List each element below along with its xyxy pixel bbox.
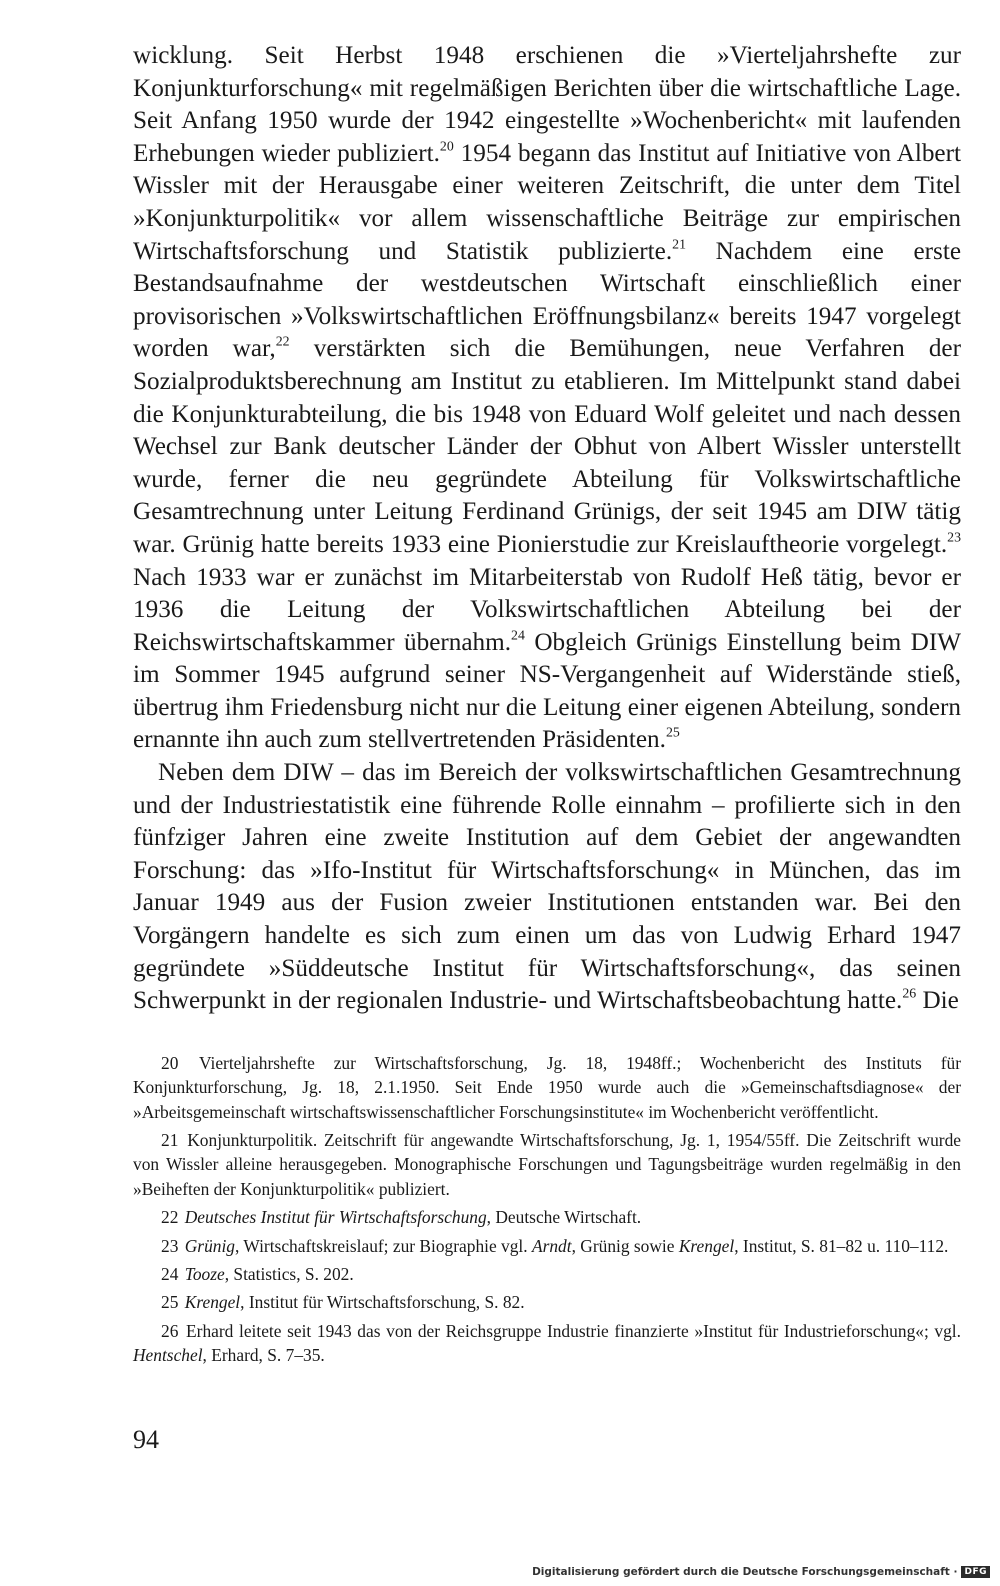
footnote-24 xyxy=(133,1262,961,1286)
footnote-number: 24 xyxy=(161,1264,179,1285)
footnote-number: 25 xyxy=(161,1292,179,1313)
text-run: Neben dem DIW – das im Bereich der volkswirtschaftlichen Gesamtrechnung und der Industriestatistik eine führende Rolle einnahm – profilierte sich in den fünfziger Jahren eine zweite Institution auf dem Gebiet der angewandten Forschung: das »Ifo-Institut für Wirtschaftsforschung« in München, das im Januar 1949 aus der Fusion zweier Institutionen entstanden war. Bei den Vorgängern handelte es sich zum einen um das von Ludwig Erhard 1947 gegründete »Süddeutsche Institut für Wirtschaftsforschung«, das seinen Schwerpunkt in der regionalen Industrie- und Wirtschaftsbeobachtung hatte. xyxy=(133,759,961,1015)
text-run: Nach 1933 war er zunächst im Mitarbeiterstab von Rudolf Heß tätig, bevor er 1936 die Leitung der Volkswirtschaftlichen Abteilung bei der Reichswirtschaftskammer übernahm. xyxy=(133,563,961,656)
dfg-logo-icon: DFG xyxy=(961,1566,990,1578)
footnote-25 xyxy=(133,1290,961,1314)
digitization-credit xyxy=(532,1566,990,1578)
paragraph xyxy=(133,40,961,757)
paragraph xyxy=(133,757,961,1018)
footnote-21 xyxy=(133,1128,961,1201)
footnotes xyxy=(133,1051,961,1368)
footnote-ref[interactable]: 21 xyxy=(672,236,687,252)
author-name: Deutsches Institut für Wirtschaftsforschung xyxy=(184,1207,487,1228)
footnote-text: , Wirtschaftskreislauf; zur Biographie vgl. xyxy=(235,1235,532,1256)
author-name: Arndt xyxy=(531,1235,572,1256)
footnote-text: , Institut, S. 81–82 u. 110–112. xyxy=(734,1235,949,1256)
footnote-number: 20 xyxy=(161,1052,179,1073)
author-name: Krengel xyxy=(678,1235,735,1256)
footnote-number: 21 xyxy=(161,1130,179,1151)
page-content xyxy=(133,40,961,1368)
footnote-text: Vierteljahrshefte zur Wirtschaftsforschung, Jg. 18, 1948ff.; Wochenbericht des Instituts für Konjunkturforschung, Jg. 18, 2.1.1950. Seit Ende 1950 wurde auch die »Gemeinschaftsdiagnose« der »Arbeitsgemeinschaft wirtschaftswissenschaftlicher Forschungsinstitute« im Wochenbericht veröffentlicht. xyxy=(133,1052,961,1122)
footnote-text: , Institut für Wirtschaftsforschung, S. 82. xyxy=(240,1292,525,1313)
main-text xyxy=(133,40,961,1018)
footnote-number: 26 xyxy=(161,1320,179,1341)
credit-text: Digitalisierung gefördert durch die Deutsche Forschungsgemeinschaft · xyxy=(532,1566,958,1578)
footnote-text: Konjunkturpolitik. Zeitschrift für angewandte Wirtschaftsforschung, Jg. 1, 1954/55ff. Die Zeitschrift wurde von Wissler alleine herausgegeben. Monographische Forschungen und Tagungsbeiträge wurden regelmäßig in den »Beiheften der Konjunkturpolitik« publiziert. xyxy=(133,1130,961,1199)
footnote-ref[interactable]: 23 xyxy=(947,529,961,545)
footnote-text: , Erhard, S. 7–35. xyxy=(202,1345,325,1366)
text-run: Die xyxy=(916,987,959,1015)
footnote-ref[interactable]: 24 xyxy=(511,627,525,643)
footnote-ref[interactable]: 20 xyxy=(439,138,454,154)
text-run: Obgleich Grünigs Einstellung beim DIW im Sommer 1945 aufgrund seiner NS-Vergangenheit auf Widerstände stieß, übertrug ihm Friedensburg nicht nur die Leitung einer eigenen Abteilung, sondern ernannte ihn auch zum stellvertretenden Präsidenten. xyxy=(133,628,961,754)
page-number: 94 xyxy=(133,1425,159,1454)
footnote-23 xyxy=(133,1234,961,1258)
text-run: 1954 begann das Institut auf Initiative von Albert Wissler mit der Herausgabe einer weiteren Zeitschrift, die unter dem Titel »Konjunkturpolitik« vor allem wissenschaftliche Beiträge zur empirischen Wirtschaftsforschung und Statistik publizierte. xyxy=(133,139,961,265)
footnote-text: Erhard leitete seit 1943 das von der Reichsgruppe Industrie finanzierte »Institut für Industrieforschung«; vgl. xyxy=(186,1320,961,1341)
footnote-number: 23 xyxy=(161,1235,179,1256)
author-name: Hentschel xyxy=(133,1345,203,1366)
footnote-26 xyxy=(133,1319,961,1368)
text-run: Nachdem eine erste Bestandsaufnahme der westdeutschen Wirtschaft einschließlich einer provisorischen »Volkswirtschaftlichen Eröffnungsbilanz« bereits 1947 vorgelegt worden war, xyxy=(133,237,961,363)
author-name: Grünig xyxy=(184,1235,235,1256)
text-run: verstärkten sich die Bemühungen, neue Verfahren der Sozialproduktsberechnung am Institut zu etablieren. Im Mittelpunkt stand dabei die Konjunkturabteilung, die bis 1948 von Eduard Wolf geleitet und nach dessen Wechsel zur Bank deutscher Länder der Obhut von Albert Wissler unterstellt wurde, ferner die neu gegründete Abteilung für Volkswirtschaftliche Gesamtrechnung unter Leitung Ferdinand Grünigs, der seit 1945 am DIW tätig war. Grünig hatte bereits 1933 eine Pionierstudie zur Kreislauftheorie vorgelegt. xyxy=(133,335,961,558)
text-run: wicklung. Seit Herbst 1948 erschienen die »Vierteljahrshefte zur Konjunkturforschung« mit regelmäßigen Berichten über die wirtschaftliche Lage. Seit Anfang 1950 wurde der 1942 eingestellte »Wochenbericht« mit laufenden Erhebungen wieder publiziert. xyxy=(133,42,961,167)
footnote-ref[interactable]: 25 xyxy=(665,725,680,741)
footnote-22 xyxy=(133,1205,961,1229)
footnote-ref[interactable]: 22 xyxy=(275,333,290,349)
footnote-ref[interactable]: 26 xyxy=(902,985,917,1001)
author-name: Krengel xyxy=(184,1292,241,1313)
footnote-text: , Grünig sowie xyxy=(571,1235,679,1256)
footnote-text: , Statistics, S. 202. xyxy=(224,1264,354,1285)
footnote-20 xyxy=(133,1051,961,1124)
footnote-number: 22 xyxy=(161,1207,179,1228)
author-name: Tooze xyxy=(184,1264,225,1285)
footnote-text: , Deutsche Wirtschaft. xyxy=(486,1207,642,1228)
